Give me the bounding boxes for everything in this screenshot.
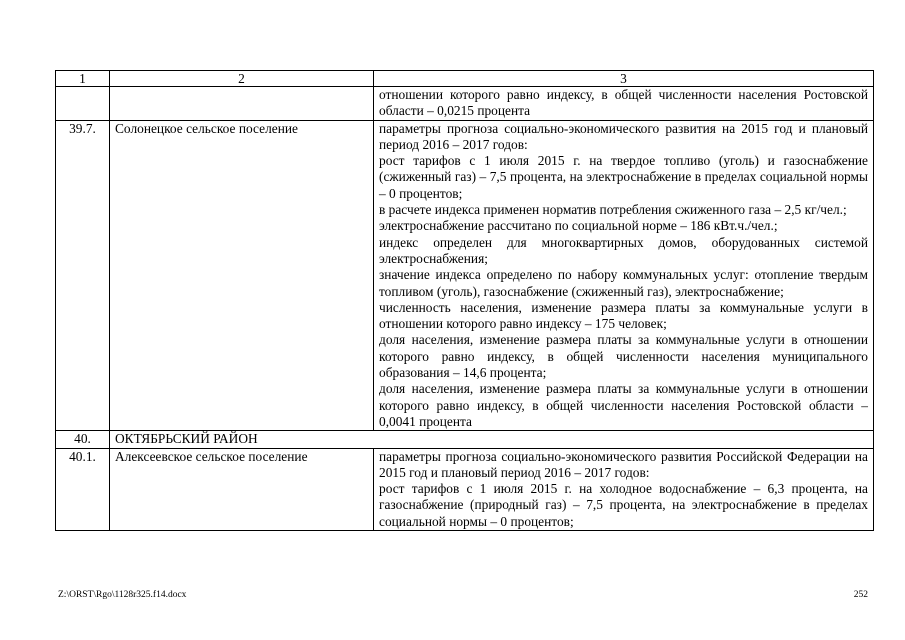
row-number: 39.7. bbox=[56, 120, 110, 431]
parameter-paragraph: численность населения, изменение размера платы за коммунальные услуги в отношении которого равно индексу – 175 человек; bbox=[379, 299, 868, 332]
header-col-3: 3 bbox=[374, 71, 874, 87]
district-name: ОКТЯБРЬСКИЙ РАЙОН bbox=[110, 431, 874, 448]
header-col-2: 2 bbox=[110, 71, 374, 87]
parameters-cell bbox=[374, 448, 874, 530]
table-body bbox=[56, 71, 874, 531]
parameter-paragraph: рост тарифов с 1 июля 2015 г. на твердое топливо (уголь) и газоснабжение (сжиженный газ) – 7,5 процента, на электроснабжение в пределах социальной нормы – 0 процентов; bbox=[379, 153, 868, 201]
footer-file-path: Z:\ORST\Rgo\1128r325.f14.docx bbox=[58, 590, 187, 600]
row-number bbox=[56, 87, 110, 121]
parameter-paragraph: доля населения, изменение размера платы за коммунальные услуги в отношении которого равно индексу, в общей численности населения муниципального образования – 14,6 процента; bbox=[379, 332, 868, 381]
table-row-continuation bbox=[56, 87, 874, 121]
parameters-cell bbox=[374, 87, 874, 121]
parameter-paragraph: электроснабжение рассчитано по социальной норме – 186 кВт.ч./чел.; bbox=[379, 218, 778, 234]
table-row-40-district bbox=[56, 431, 874, 448]
parameters-cell bbox=[374, 120, 874, 431]
settlement-name bbox=[110, 87, 374, 121]
parameter-paragraph: рост тарифов с 1 июля 2015 г. на холодное водоснабжение – 6,3 процента, на газоснабжение (природный газ) – 7,5 процента, на электроснабжение в пределах социальной нормы – 0 процентов; bbox=[379, 481, 868, 529]
parameter-paragraph: отношении которого равно индексу, в общей численности населения Ростовской области – 0,0215 процента bbox=[379, 87, 868, 119]
page-number: 252 bbox=[853, 590, 868, 600]
table-row-39-7 bbox=[56, 120, 874, 431]
parameter-paragraph: значение индекса определено по набору коммунальных услуг: отопление твердым топливом (уголь), газоснабжение (сжиженный газ), электроснабжение; bbox=[379, 267, 868, 299]
parameter-paragraph: доля населения, изменение размера платы за коммунальные услуги в отношении которого равно индексу, в общей численности населения Ростовской области – 0,0041 процента bbox=[379, 381, 868, 429]
table-header-row bbox=[56, 71, 874, 87]
settlement-name: Солонецкое сельское поселение bbox=[110, 120, 374, 431]
row-number: 40. bbox=[56, 431, 110, 448]
parameter-paragraph: в расчете индекса применен норматив потребления сжиженного газа – 2,5 кг/чел.; bbox=[379, 202, 847, 218]
table-row-40-1 bbox=[56, 448, 874, 530]
settlement-name: Алексеевское сельское поселение bbox=[110, 448, 374, 530]
parameter-paragraph: индекс определен для многоквартирных домов, оборудованных системой электроснабжения; bbox=[379, 234, 868, 266]
row-number: 40.1. bbox=[56, 448, 110, 530]
header-col-1: 1 bbox=[56, 71, 110, 87]
parameter-paragraph: параметры прогноза социально-экономического развития на 2015 год и плановый период 2016 – 2017 годов: bbox=[379, 120, 868, 152]
parameter-paragraph: параметры прогноза социально-экономического развития Российской Федерации на 2015 год и плановый период 2016 – 2017 годов: bbox=[379, 448, 868, 480]
regulation-table bbox=[55, 70, 874, 531]
